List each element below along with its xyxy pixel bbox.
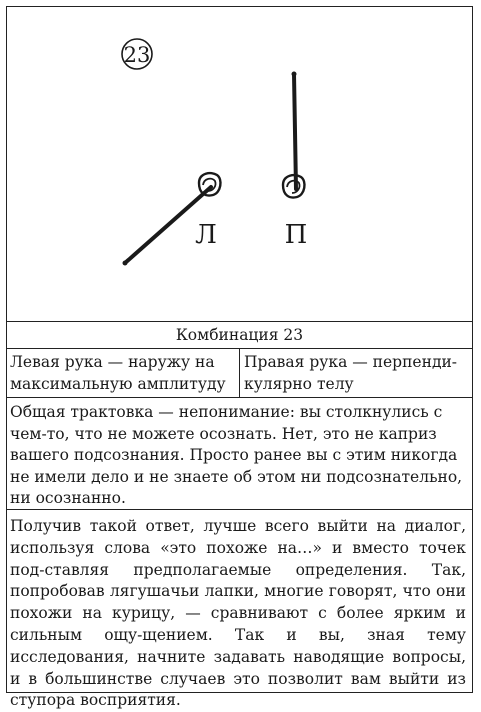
combination-number: 23 (123, 43, 151, 67)
combination-title: Комбинация 23 (7, 322, 472, 349)
general-interpretation: Общая трактовка — непонимание: вы столкнулись с чем-то, что не можете осознать. Нет, это не каприз вашего подсознания. Просто ранее вы с этим никогда не имели дело и не знаете об этом ни подсознательно, ни осознанно. (7, 398, 472, 510)
hands-diagram (7, 7, 472, 321)
figure-panel (7, 7, 472, 322)
combination-card (6, 6, 473, 710)
hands-description-row (7, 349, 472, 398)
right-hand-description: Правая рука — перпенди-кулярно телу (244, 353, 458, 393)
right-hand-label: П (284, 220, 308, 250)
left-hand-description: Левая рука — наружу на максимальную амплитуду (7, 349, 240, 397)
left-hand-label: Л (195, 220, 217, 250)
advice-text: Получив такой ответ, лучше всего выйти на диалог, используя слова «это похоже на…» и вместо точек под-ставляя предполагаемые определения. Так, попробовав лягушачьи лапки, многие говорят, что они похожи на курицу, — сравнивают с более ярким и сильным ощу-щением. Так и вы, зная тему исследования, начните задавать наводящие вопросы, и в большинстве случаев это позволит вам выйти из ступора восприятия. (10, 517, 466, 710)
right-hand-rod (283, 72, 304, 198)
